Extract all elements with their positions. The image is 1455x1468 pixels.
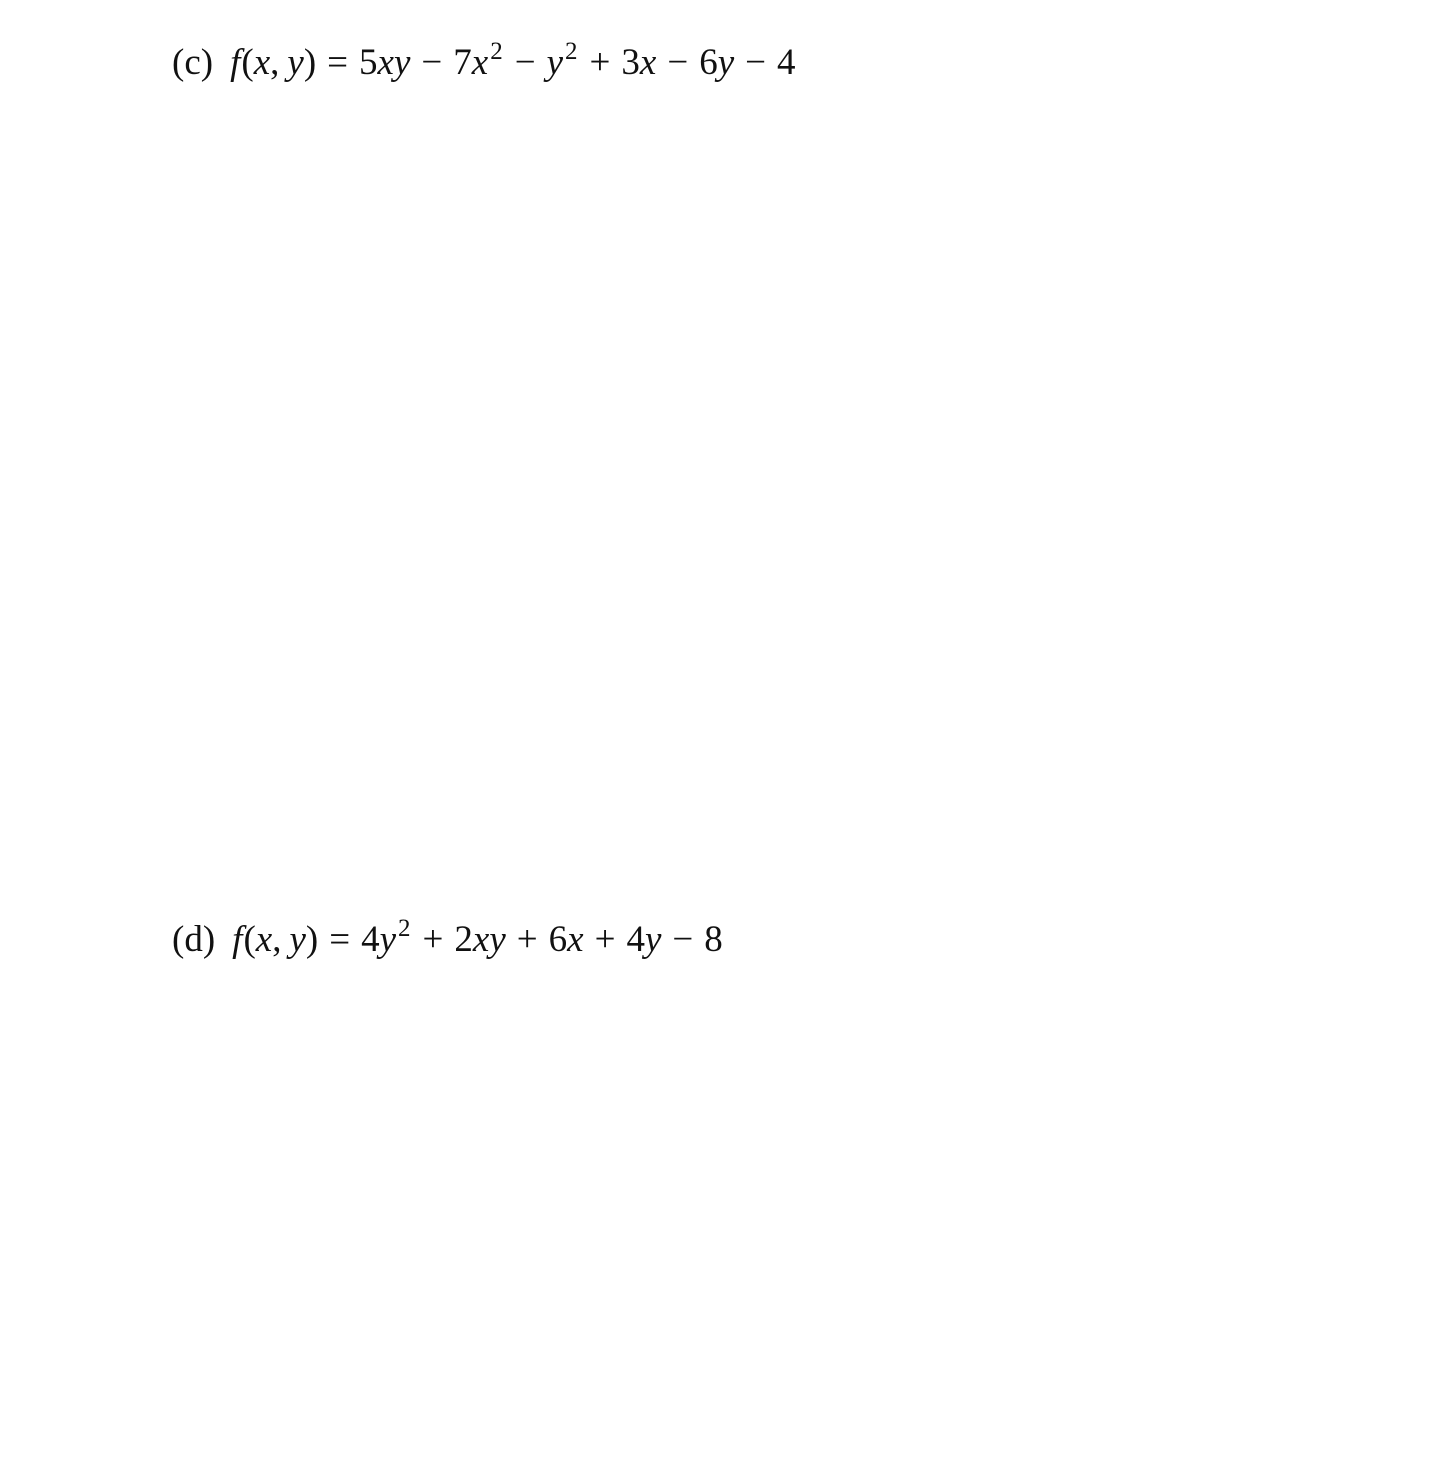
exponent: 2 <box>565 38 578 65</box>
problem-label: (d) <box>172 919 216 960</box>
variable: y <box>717 42 735 83</box>
number: 8 <box>704 919 723 960</box>
operator: − <box>421 42 443 83</box>
comma: , <box>272 919 282 960</box>
variable: x <box>253 42 271 83</box>
operator: − <box>672 919 694 960</box>
comma: , <box>270 42 280 83</box>
variable: x <box>567 919 584 960</box>
problem-c <box>172 38 796 83</box>
variable: y <box>289 919 306 960</box>
equation <box>230 38 796 83</box>
variable: y <box>287 42 304 83</box>
operator: + <box>589 42 611 83</box>
variable: xy <box>472 919 506 960</box>
number: 6 <box>699 42 718 83</box>
number: 6 <box>548 919 568 960</box>
variable: x <box>639 42 657 83</box>
variable: x <box>255 919 273 960</box>
operator: − <box>667 42 689 83</box>
parenthesis: ( <box>241 42 254 83</box>
number: 5 <box>359 42 378 83</box>
variable: x <box>471 42 489 83</box>
number: 3 <box>621 42 640 83</box>
variable: y <box>546 42 563 83</box>
equation <box>232 915 723 960</box>
parenthesis: ( <box>243 919 256 960</box>
operator: − <box>514 42 536 83</box>
variable: y <box>379 919 397 960</box>
variable: y <box>644 919 662 960</box>
operator: + <box>422 919 444 960</box>
operator: + <box>594 919 616 960</box>
number: 4 <box>777 42 796 83</box>
number: 7 <box>453 42 472 83</box>
operator: − <box>745 42 766 83</box>
number: 4 <box>626 919 645 960</box>
parenthesis: ) <box>305 919 319 960</box>
operator: + <box>516 919 538 960</box>
operator: = <box>329 919 351 960</box>
exponent: 2 <box>490 38 503 65</box>
exponent: 2 <box>398 915 411 942</box>
function-name: f <box>232 919 243 960</box>
function-name: f <box>230 42 241 83</box>
parenthesis: ) <box>303 42 317 83</box>
problem-label: (c) <box>172 42 214 83</box>
variable: xy <box>377 42 411 83</box>
number: 2 <box>454 919 473 960</box>
number: 4 <box>361 919 380 960</box>
operator: = <box>327 42 349 83</box>
problem-d <box>172 915 723 960</box>
